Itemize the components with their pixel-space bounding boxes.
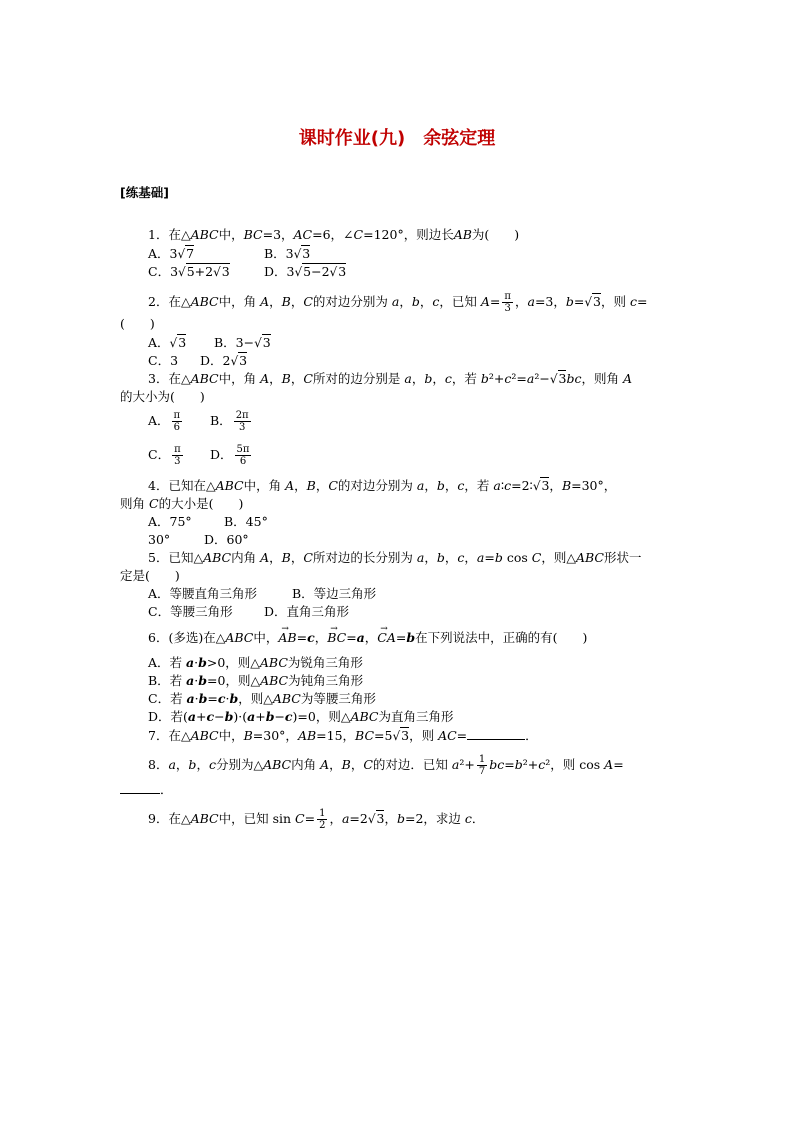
question-5-stem-cont: 定是( ) (120, 568, 180, 583)
question-5-option-a: A．等腰直角三角形 (148, 586, 258, 601)
question-6-option-c: C．若 a·b=c·b，则△ABC为等腰三角形 (148, 691, 376, 706)
question-8-cont: ． (120, 781, 173, 798)
question-5-option-d: D．直角三角形 (264, 604, 350, 619)
question-5-stem: 5．已知△ABC内角 A，B，C所对边的长分别为 a，b，c，a=b cos C，则△ABC形状一 (148, 550, 642, 565)
question-1-option-a: A．3√7 (148, 246, 195, 261)
question-3-stem-cont: 的大小为( ) (120, 389, 205, 404)
answer-blank-q7[interactable] (467, 727, 525, 740)
question-2-option-b: B．3−√3 (214, 335, 271, 350)
question-9: 9．在△ABC中，已知 sin C= $\frac{1}{2}$ ，a=2√3，b=2，求边 c． (148, 808, 485, 831)
question-4-option-d: D．60° (204, 532, 249, 547)
page-title: 课时作业(九) 余弦定理 (298, 128, 496, 149)
question-3-option-a: A． $\frac{\pi}{6}$ (148, 410, 181, 433)
question-5-option-c: C．等腰三角形 (148, 604, 233, 619)
question-2-option-d: D．2√3 (200, 353, 248, 368)
question-3-option-c: C． $\frac{\pi}{3}$ (148, 444, 181, 467)
question-8: 8．a，b，c分别为△ABC内角 A，B，C的对边．已知 a²+ $\frac{1}{7}$ bc=b²+c²，则 cos A= (148, 754, 624, 777)
question-4-option-b: B．45° (224, 514, 268, 529)
question-6-option-a: A．若 a·b>0，则△ABC为锐角三角形 (148, 655, 363, 670)
question-1-option-c: C．3√5+2√3 (148, 264, 230, 279)
question-6-stem: 6．(多选)在△ABC中，→ AB=c，→ BC=a，→ CA=b在下列说法中，正确的有( ) (148, 630, 587, 646)
question-3-option-d: D． $\frac{5\pi}{6}$ (210, 444, 250, 467)
question-4-option-a: A．75° (148, 514, 192, 529)
question-2-option-c: C．3 (148, 353, 179, 368)
question-6-option-b: B．若 a·b=0，则△ABC为钝角三角形 (148, 673, 364, 688)
question-7: 7．在△ABC中，B=30°，AB=15，BC=5√3，则 AC= ． (148, 728, 538, 743)
question-1-option-b: B．3√3 (264, 246, 311, 261)
section-heading: [练基础] (120, 185, 169, 200)
question-4-option-c: 30° (148, 532, 171, 547)
question-3-option-b: B． $\frac{2\pi}{3}$ (210, 410, 249, 433)
question-1-option-d: D．3√5−2√3 (264, 264, 347, 279)
question-6-option-d: D．若(a+c−b)·(a+b−c)=0，则△ABC为直角三角形 (148, 709, 454, 724)
answer-blank-q8[interactable] (120, 781, 160, 794)
question-2-option-a: A．√3 (148, 335, 187, 350)
question-2-stem-cont: ( ) (120, 316, 155, 331)
question-4-stem-cont: 则角 C的大小是( ) (120, 496, 244, 511)
question-2-stem: 2．在△ABC中，角 A，B，C的对边分别为 a，b，c，已知 A= $\frac{\pi}{3}$ ，a=3，b=√3，则 c= (148, 291, 648, 314)
question-5-option-b: B．等边三角形 (292, 586, 377, 601)
question-3-stem: 3．在△ABC中，角 A，B，C所对的边分别是 a，b，c，若 b²+c²=a²−√3bc，则角 A (148, 371, 633, 386)
question-1-stem: 1．在△ABC中，BC=3，AC=6，∠C=120°，则边长AB为( ) (148, 227, 520, 242)
question-4-stem: 4．已知在△ABC中，角 A，B，C的对边分别为 a，b，c，若 a∶c=2∶√3，B=30°， (148, 478, 617, 493)
